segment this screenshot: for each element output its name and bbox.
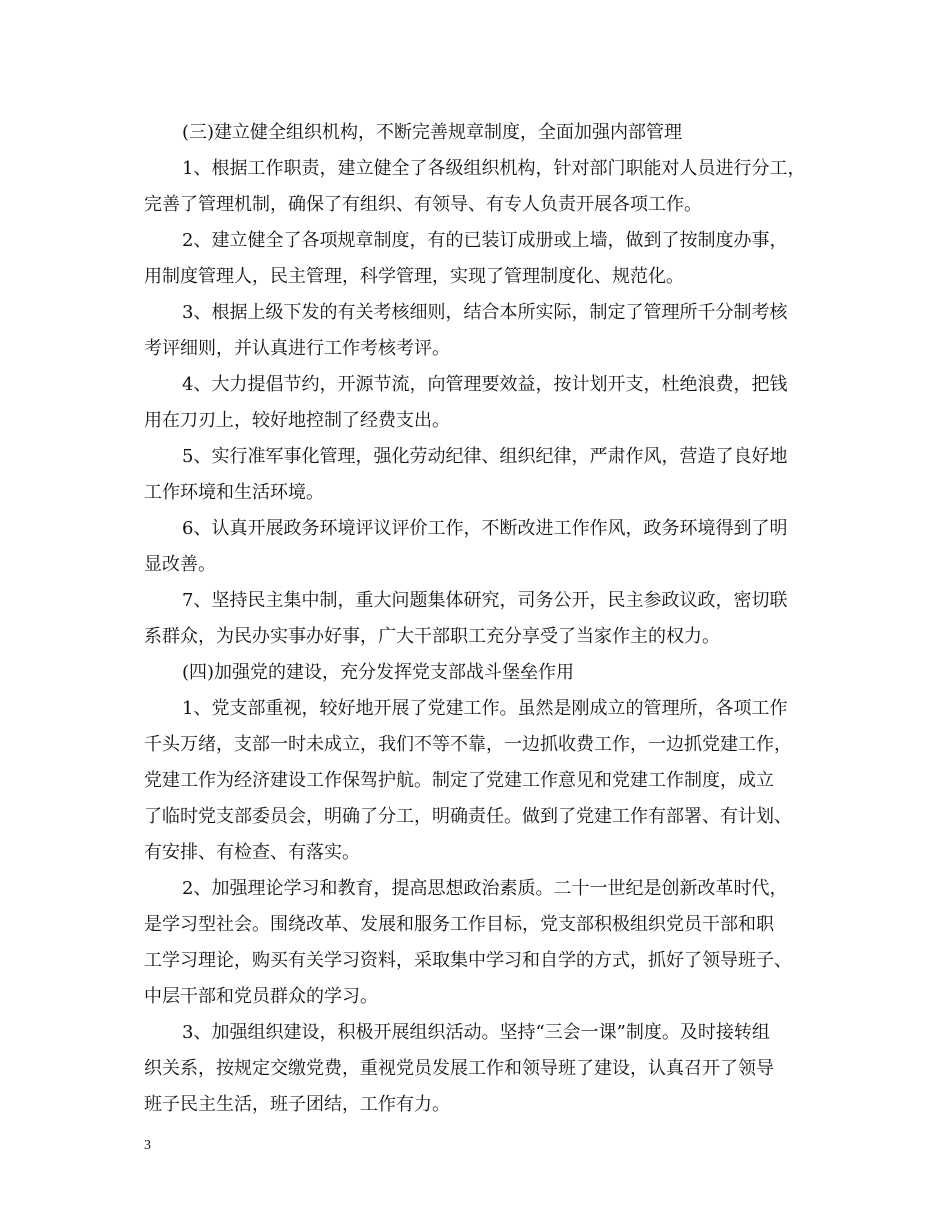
paragraph-line: 用制度管理人，民主管理，科学管理，实现了管理制度化、规范化。 [144,266,684,287]
paragraph-line: 工作环境和生活环境。 [144,482,324,503]
paragraph-line: 7、坚持民主集中制，重大问题集体研究，司务公开，民主参政议政，密切联 [182,590,788,611]
paragraph-line: 千头万绪，支部一时未成立，我们不等不靠，一边抓收费工作，一边抓党建工作， [144,734,792,755]
paragraph-line: 了临时党支部委员会，明确了分工，明确责任。做到了党建工作有部署、有计划、 [144,806,792,827]
paragraph-line: 1、根据工作职责，建立健全了各级组织机构，针对部门职能对人员进行分工， [182,158,806,179]
paragraph-line: 完善了管理机制，确保了有组织、有领导、有专人负责开展各项工作。 [144,194,702,215]
paragraph-line: 显改善。 [144,554,216,575]
paragraph-line: 有安排、有检查、有落实。 [144,842,360,863]
paragraph-line: 系群众，为民办实事办好事，广大干部职工充分享受了当家作主的权力。 [144,626,720,647]
paragraph-line: 班子民主生活，班子团结，工作有力。 [144,1094,450,1115]
paragraph-line: 用在刀刃上，较好地控制了经费支出。 [144,410,450,431]
paragraph-line: 1、党支部重视，较好地开展了党建工作。虽然是刚成立的管理所，各项工作 [182,698,788,719]
paragraph-line: 是学习型社会。围绕改革、发展和服务工作目标，党支部积极组织党员干部和职 [144,914,774,935]
paragraph-line: 3、根据上级下发的有关考核细则，结合本所实际，制定了管理所千分制考核 [182,302,788,323]
paragraph-line: 5、实行准军事化管理，强化劳动纪律、组织纪律，严肃作风，营造了良好地 [182,446,788,467]
paragraph-line: 2、建立健全了各项规章制度，有的已装订成册或上墙，做到了按制度办事， [182,230,788,251]
paragraph-line: 织关系，按规定交缴党费，重视党员发展工作和领导班了建设，认真召开了领导 [144,1058,774,1079]
document-body [144,115,816,1123]
paragraph-line: 3、加强组织建设，积极开展组织活动。坚持“三会一课”制度。及时接转组 [182,1022,770,1043]
paragraph-line: 中层干部和党员群众的学习。 [144,986,378,1007]
paragraph-line: 党建工作为经济建设工作保驾护航。制定了党建工作意见和党建工作制度，成立 [144,770,774,791]
paragraph-line: 2、加强理论学习和教育，提高思想政治素质。二十一世纪是创新改革时代， [182,878,788,899]
section-heading-4: (四)加强党的建设，充分发挥党支部战斗堡垒作用 [182,662,575,683]
page-number: 3 [144,1138,151,1153]
paragraph-line: 6、认真开展政务环境评议评价工作，不断改进工作作风，政务环境得到了明 [182,518,788,539]
paragraph-line: 工学习理论，购买有关学习资料，采取集中学习和自学的方式，抓好了领导班子、 [144,950,792,971]
paragraph-line: 4、大力提倡节约，开源节流，向管理要效益，按计划开支，杜绝浪费，把钱 [182,374,788,395]
paragraph-line: 考评细则，并认真进行工作考核考评。 [144,338,450,359]
section-heading-3: (三)建立健全组织机构，不断完善规章制度，全面加强内部管理 [182,122,683,143]
